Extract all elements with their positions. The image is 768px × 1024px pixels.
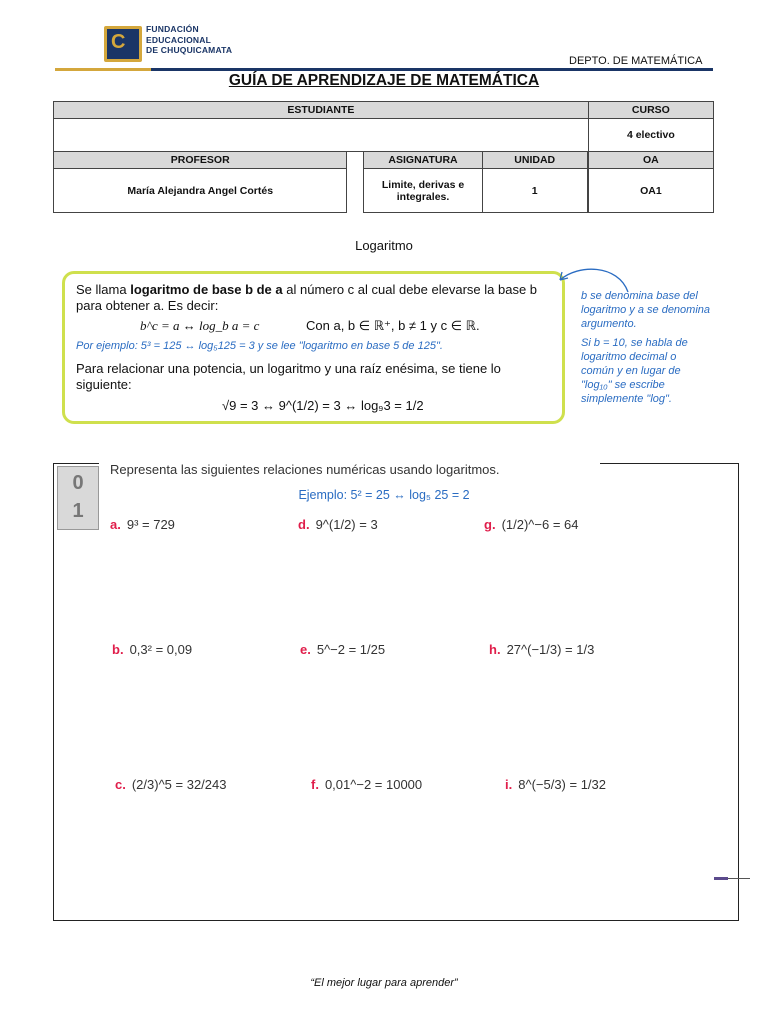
logo-line-1: FUNDACIÓN [146,24,199,34]
header-bar-gold [55,68,151,71]
exercise-item-f [311,777,422,792]
margin-line [728,878,750,879]
table-gap [347,152,364,169]
unidad-header: UNIDAD [482,152,587,169]
info-table [53,101,714,213]
exercise-item-c [115,777,226,792]
item-expr: 27^(−1/3) = 1/3 [506,642,595,657]
side-note-2: Si b = 10, se habla de logaritmo decimal o común y en lugar de "log₁₀" se escribe simplemente "log". [581,337,688,405]
relation-paragraph: Para relacionar una potencia, un logaritmo y una raíz enésima, se tiene lo siguiente: [76,361,501,392]
curso-header: CURSO [588,102,713,119]
exercise-item-b [112,642,192,657]
frame-right [738,463,739,920]
unidad-value: 1 [482,169,587,213]
footer-motto: “El mejor lugar para aprender” [310,977,458,989]
item-label: i. [505,777,513,792]
frame-left [53,463,54,920]
exercise-number-bottom: 1 [72,500,84,522]
item-expr: 5^−2 = 1/25 [316,642,386,657]
estudiante-header: ESTUDIANTE [54,102,589,119]
exercise-instruction: Representa las siguientes relaciones numéricas usando logaritmos. [110,462,500,477]
def-text-a: Se llama [76,282,131,297]
header-bar-navy [151,68,713,71]
estudiante-value [54,119,589,152]
item-label: b. [112,642,124,657]
logo-text [146,24,232,56]
item-label: g. [484,517,496,532]
section-subtitle: Logaritmo [355,238,413,253]
def-text-bold: logaritmo de base b de a [130,282,283,297]
item-label: e. [300,642,311,657]
definition-example: Por ejemplo: 5³ = 125 ↔ log₅125 = 3 y se lee "logaritmo en base 5 de 125". [76,340,443,352]
item-expr: 0,01^−2 = 10000 [324,777,423,792]
item-expr: 8^(−5/3) = 1/32 [518,777,607,792]
frame-top-right [600,463,739,464]
item-expr: 9^(1/2) = 3 [315,517,378,532]
exercise-item-e [300,642,385,657]
logo-line-3: DE CHUQUICAMATA [146,45,233,55]
def-text-b: al número c al cual debe elevarse la base b para obtener a. Es decir: [76,282,538,313]
page-title: GUÍA DE APRENDIZAJE DE MATEMÁTICA [228,72,540,89]
item-label: h. [489,642,501,657]
school-logo [104,26,142,62]
profesor-value: María Alejandra Angel Cortés [54,169,347,213]
frame-top-left [53,463,99,464]
curso-value: 4 electivo [588,119,713,152]
definition-paragraph [76,282,556,313]
definition-formula: b^c = a ↔ log_b a = c [140,318,260,333]
exercise-item-g [484,517,579,532]
item-label: a. [110,517,121,532]
item-expr: (1/2)^−6 = 64 [501,517,579,532]
item-label: d. [298,517,310,532]
margin-mark [714,877,728,880]
side-note [581,289,711,406]
table-gap-2 [347,169,364,213]
item-expr: 0,3² = 0,09 [129,642,193,657]
logo-c-glyph: C [111,31,126,53]
item-expr: (2/3)^5 = 32/243 [131,777,227,792]
exercise-item-d [298,517,378,532]
oa-value: OA1 [588,169,713,213]
item-label: c. [115,777,126,792]
department-label: DEPTO. DE MATEMÁTICA [569,55,703,67]
frame-bottom [53,920,739,921]
item-label: f. [311,777,319,792]
oa-header: OA [588,152,713,169]
exercise-item-h [489,642,594,657]
asignatura-value: Limite, derivas e integrales. [364,169,482,213]
side-note-1: b se denomina base del logaritmo y a se denomina argumento. [581,290,711,330]
exercise-item-i [505,777,606,792]
profesor-header: PROFESOR [54,152,347,169]
exercise-item-a [110,517,175,532]
root-relation: √9 = 3 ↔ 9^(1/2) = 3 ↔ log₉3 = 1/2 [222,398,424,413]
asignatura-header: ASIGNATURA [364,152,482,169]
definition-conditions: Con a, b ∈ ℝ⁺, b ≠ 1 y c ∈ ℝ. [306,318,480,333]
exercise-number-top: 0 [72,472,84,494]
item-expr: 9³ = 729 [126,517,175,532]
logo-line-2: EDUCACIONAL [146,34,212,45]
exercise-example: Ejemplo: 5² = 25 ↔ log₅ 25 = 2 [298,488,470,502]
